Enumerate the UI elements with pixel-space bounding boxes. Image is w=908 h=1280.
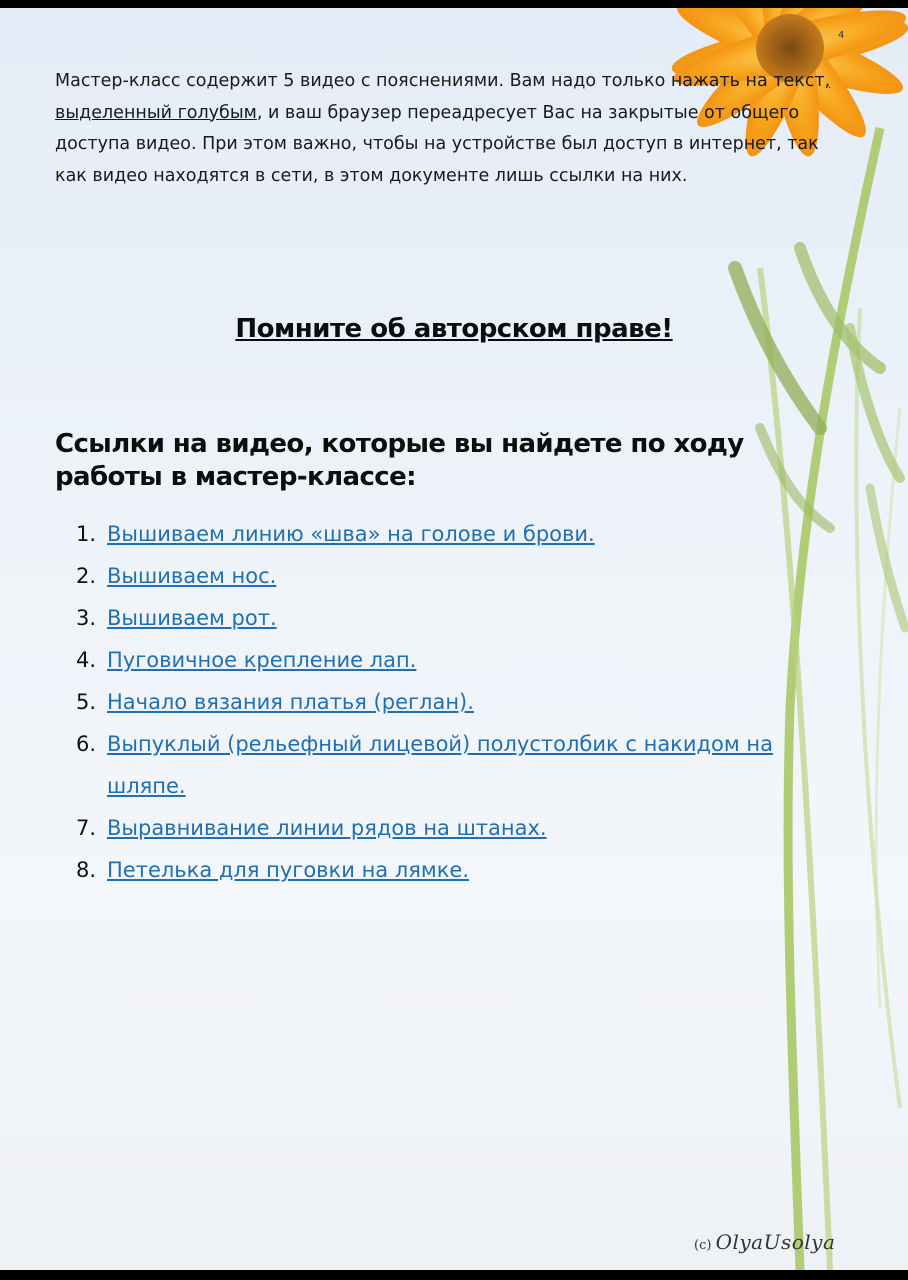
- list-item: [76, 723, 836, 807]
- intro-text-part1: Мастер-класс содержит 5 видео с пояснениями. Вам надо только нажать на текст: [55, 71, 825, 91]
- signature-prefix: (c): [694, 1238, 712, 1253]
- list-item: [76, 681, 836, 723]
- video-link-6[interactable]: Выпуклый (рельефный лицевой) полустолбик с накидом на шляпе.: [107, 732, 774, 798]
- video-link-4[interactable]: Пуговичное крепление лап.: [107, 648, 417, 672]
- video-link-2[interactable]: Вышиваем нос.: [107, 564, 277, 588]
- author-signature: [694, 1230, 835, 1254]
- intro-text-part2: , и ваш браузер переадресует Вас на закрытые от общего доступа видео. При этом важно, чтобы на устройстве был доступ в интернет, так как видео находятся в сети, в этом документе лишь ссылки на них.: [55, 102, 819, 186]
- list-number: 7.: [76, 816, 97, 840]
- list-number: 6.: [76, 732, 97, 756]
- list-number: 4.: [76, 648, 97, 672]
- list-item: [76, 849, 836, 891]
- video-link-1[interactable]: Вышиваем линию «шва» на голове и брови.: [107, 522, 595, 546]
- intro-paragraph: [55, 66, 855, 192]
- list-number: 3.: [76, 606, 97, 630]
- links-heading: Ссылки на видео, которые вы найдете по ходу работы в мастер-классе:: [55, 429, 744, 492]
- document-page: [0, 8, 908, 1270]
- video-link-list: [76, 513, 836, 891]
- list-item: [76, 555, 836, 597]
- page-number: 4: [838, 30, 845, 41]
- intro-highlighted-phrase: , выделенный голубым: [55, 71, 831, 123]
- list-number: 5.: [76, 690, 97, 714]
- video-link-7[interactable]: Выравнивание линии рядов на штанах.: [107, 816, 547, 840]
- list-item: [76, 513, 836, 555]
- list-number: 2.: [76, 564, 97, 588]
- video-link-8[interactable]: Петелька для пуговки на лямке.: [107, 858, 470, 882]
- signature-name: OlyaUsolya: [715, 1230, 836, 1254]
- video-link-5[interactable]: Начало вязания платья (реглан).: [107, 690, 474, 714]
- list-number: 8.: [76, 858, 97, 882]
- list-item: [76, 597, 836, 639]
- copyright-notice: Помните об авторском праве!: [235, 314, 673, 344]
- list-item: [76, 807, 836, 849]
- list-number: 1.: [76, 522, 97, 546]
- list-item: [76, 639, 836, 681]
- video-link-3[interactable]: Вышиваем рот.: [107, 606, 277, 630]
